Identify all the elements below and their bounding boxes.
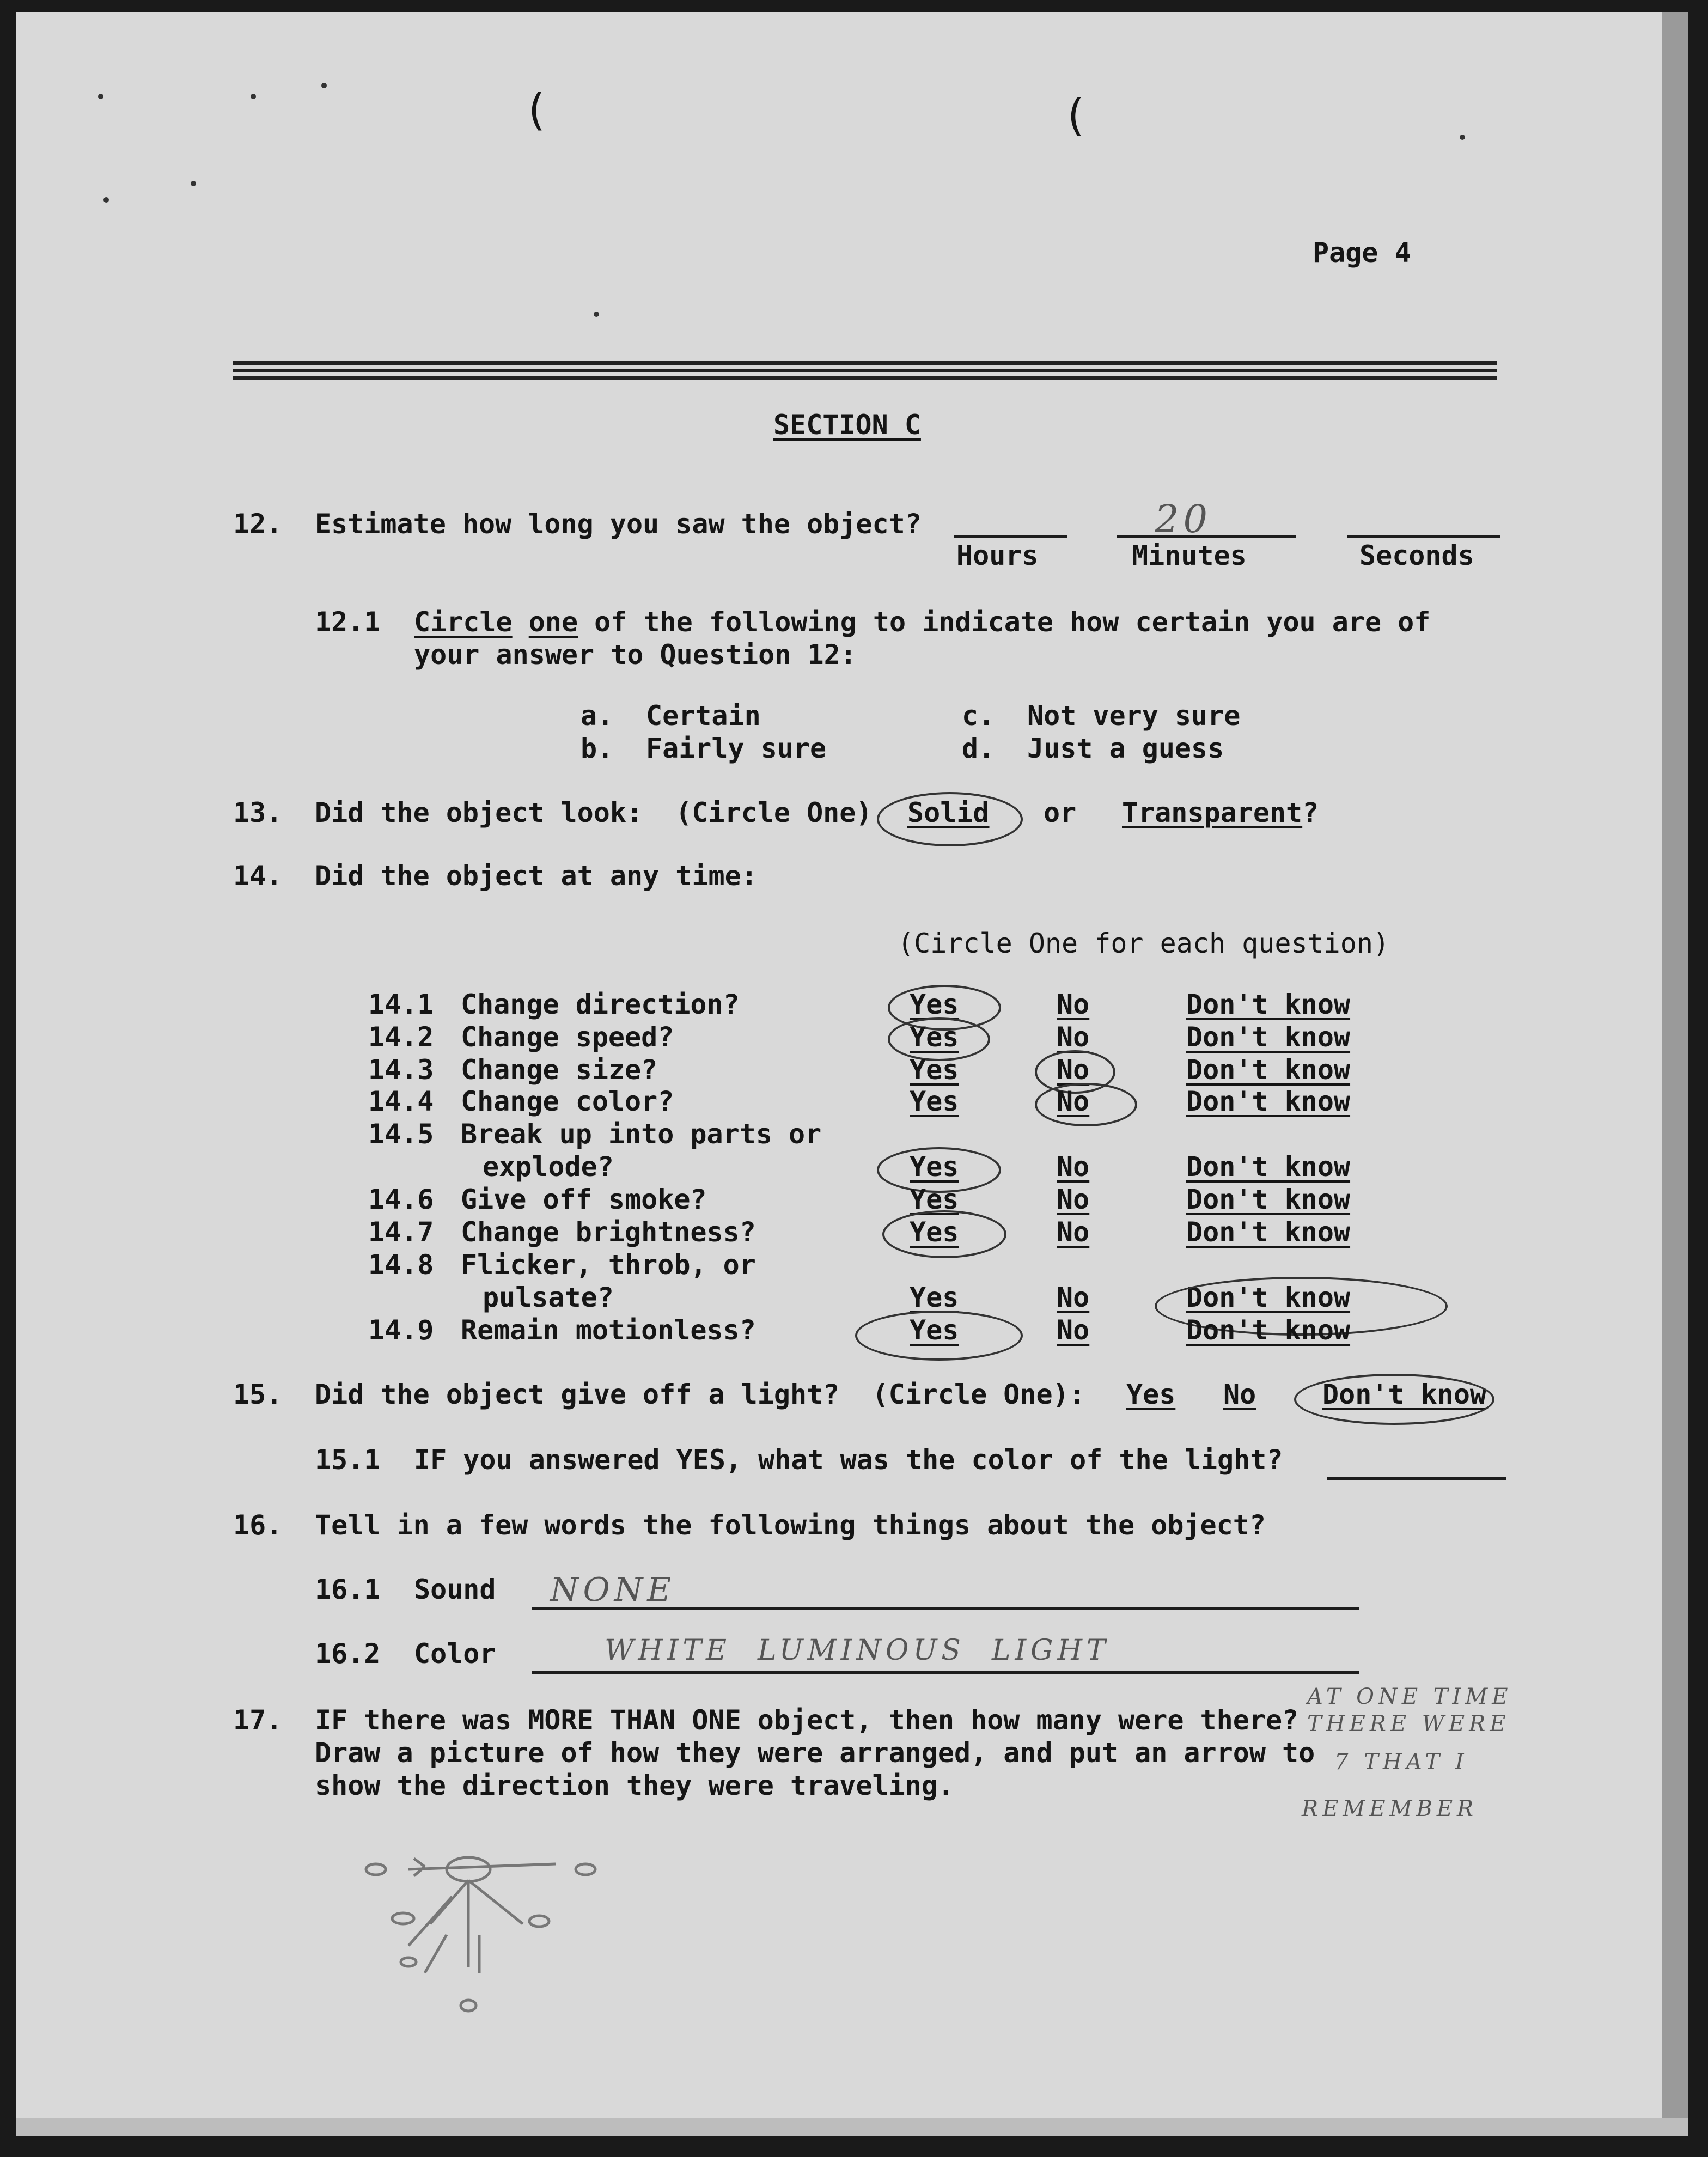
q12-1-number: 12.1	[315, 606, 381, 638]
minutes-label: Minutes	[1132, 540, 1247, 571]
q14-2-dk: Don't know	[1186, 1021, 1351, 1053]
q14-4-dk: Don't know	[1186, 1086, 1351, 1117]
q14-1-dk: Don't know	[1186, 989, 1351, 1020]
q14-7-no: No	[1057, 1216, 1090, 1248]
q16-1-label: Sound	[414, 1574, 496, 1605]
scan-speck	[251, 94, 256, 99]
q14-4-text: Change color?	[461, 1086, 674, 1117]
q14-3-dk: Don't know	[1186, 1054, 1351, 1086]
page-number: Page 4	[1313, 237, 1411, 269]
q16-number: 16.	[233, 1509, 283, 1541]
answer-circle	[877, 792, 1023, 846]
color-handwritten: WHITE LUMINOUS LIGHT	[605, 1634, 1110, 1667]
q14-9-dk: Don't know	[1186, 1314, 1351, 1346]
q14-6-number: 14.6	[368, 1184, 434, 1215]
q14-4-yes: Yes	[910, 1086, 959, 1117]
q14-7-dk: Don't know	[1186, 1216, 1351, 1248]
sketch-line	[468, 1880, 523, 1924]
q14-3-number: 14.3	[368, 1054, 434, 1086]
sketch-object-1	[366, 1864, 386, 1875]
document-page	[16, 12, 1688, 2136]
q16-2-number: 16.2	[315, 1638, 381, 1669]
q13-transparent: Transparent	[1122, 797, 1303, 828]
q13-transparent-wrap	[1122, 796, 1319, 829]
header-rule-bottom	[233, 376, 1497, 380]
section-title: SECTION C	[773, 409, 921, 441]
sketch-arrowhead	[414, 1859, 425, 1876]
sketch-object-4	[392, 1913, 414, 1924]
q14-1-text: Change direction?	[461, 989, 740, 1020]
q14-1-no: No	[1057, 989, 1090, 1020]
q14-5-text2: explode?	[483, 1151, 614, 1183]
q14-7-number: 14.7	[368, 1216, 434, 1248]
q14-3-text: Change size?	[461, 1054, 658, 1086]
option-c-text: Not very sure	[1027, 700, 1241, 732]
q14-2-text: Change speed?	[461, 1021, 674, 1053]
q12-1-line1	[414, 606, 1430, 638]
q17-handwritten-2: THERE WERE	[1307, 1711, 1510, 1736]
q14-5-no: No	[1057, 1151, 1090, 1183]
seconds-blank	[1347, 535, 1500, 538]
q12-1-text1: of the following to indicate how certain you are of	[578, 606, 1431, 638]
q15-dk: Don't know	[1322, 1379, 1487, 1410]
light-color-blank	[1327, 1477, 1506, 1480]
scan-speck	[321, 83, 327, 88]
q14-8-yes: Yes	[910, 1282, 959, 1313]
q14-9-no: No	[1057, 1314, 1090, 1346]
sketch-object-7	[461, 2000, 476, 2011]
q14-6-dk: Don't know	[1186, 1184, 1351, 1215]
option-b-text: Fairly sure	[646, 733, 827, 764]
binder-mark: (	[1062, 90, 1089, 141]
option-b-letter: b.	[581, 733, 614, 764]
q12-number: 12.	[233, 508, 283, 540]
q13-text: Did the object look: (Circle One)	[315, 797, 873, 828]
hours-blank	[954, 535, 1068, 538]
scan-speck	[191, 181, 196, 186]
q14-1-number: 14.1	[368, 989, 434, 1020]
answer-circle	[882, 1210, 1006, 1258]
scan-speck	[98, 94, 103, 99]
q15-1-number: 15.1	[315, 1444, 381, 1476]
q14-1-yes: Yes	[910, 989, 959, 1020]
q14-9-yes: Yes	[910, 1314, 959, 1346]
q14-6-text: Give off smoke?	[461, 1184, 707, 1215]
scan-edge-bottom	[16, 2118, 1688, 2136]
sketch-object-2	[447, 1857, 490, 1881]
q14-3-no: No	[1057, 1054, 1090, 1086]
q14-2-no: No	[1057, 1021, 1090, 1053]
q15-number: 15.	[233, 1379, 283, 1410]
q14-text: Did the object at any time:	[315, 860, 758, 892]
q12-1-line2: your answer to Question 12:	[414, 639, 857, 671]
answer-circle	[855, 1311, 1023, 1361]
q14-2-number: 14.2	[368, 1021, 434, 1053]
q14-4-no: No	[1057, 1086, 1090, 1117]
q14-5-text: Break up into parts or	[461, 1118, 822, 1150]
sketch-object-3	[576, 1864, 595, 1875]
q15-1-text: IF you answered YES, what was the color of the light?	[414, 1444, 1283, 1476]
q14-7-yes: Yes	[910, 1216, 959, 1248]
scan-edge-right	[1662, 12, 1688, 2136]
q16-text: Tell in a few words the following things about the object?	[315, 1509, 1266, 1541]
option-d-text: Just a guess	[1027, 733, 1224, 764]
q14-9-text: Remain motionless?	[461, 1314, 756, 1346]
answer-circle	[1294, 1374, 1494, 1425]
sketch-line	[408, 1864, 556, 1869]
q14-9-number: 14.9	[368, 1314, 434, 1346]
q14-8-number: 14.8	[368, 1249, 434, 1281]
q14-8-text: Flicker, throb, or	[461, 1249, 756, 1281]
answer-circle	[1035, 1083, 1137, 1126]
q13-solid: Solid	[907, 797, 990, 828]
q13-qmark: ?	[1302, 797, 1319, 828]
q14-5-yes: Yes	[910, 1151, 959, 1183]
q14-number: 14.	[233, 860, 283, 892]
q14-8-text2: pulsate?	[483, 1282, 614, 1313]
option-c-letter: c.	[962, 700, 995, 732]
scan-speck	[594, 312, 599, 317]
seconds-label: Seconds	[1359, 540, 1474, 571]
one-word: one	[528, 606, 578, 638]
minutes-handwritten: 20	[1155, 497, 1212, 541]
q14-3-yes: Yes	[910, 1054, 959, 1086]
q17-line1: IF there was MORE THAN ONE object, then how many were there?	[315, 1704, 1299, 1736]
header-rule-middle	[233, 369, 1497, 372]
q17-line3: show the direction they were traveling.	[315, 1770, 954, 1801]
q17-handwritten-4: REMEMBER	[1302, 1796, 1478, 1821]
sketch-object-6	[401, 1958, 416, 1966]
hours-label: Hours	[956, 540, 1039, 571]
q15-no: No	[1223, 1379, 1256, 1410]
scan-speck	[103, 197, 109, 203]
q14-5-dk: Don't know	[1186, 1151, 1351, 1183]
q14-6-no: No	[1057, 1184, 1090, 1215]
sound-handwritten: NONE	[550, 1571, 675, 1609]
objects-sketch	[343, 1848, 681, 2033]
binder-mark: (	[523, 84, 550, 135]
header-rule-top	[233, 361, 1497, 365]
q16-2-label: Color	[414, 1638, 496, 1669]
q14-8-no: No	[1057, 1282, 1090, 1313]
color-blank	[532, 1671, 1359, 1674]
q14-instruction: (Circle One for each question)	[898, 928, 1390, 959]
option-a-letter: a.	[581, 700, 614, 732]
q14-6-yes: Yes	[910, 1184, 959, 1215]
q14-7-text: Change brightness?	[461, 1216, 756, 1248]
sketch-arrow	[425, 1935, 447, 1973]
q15-yes: Yes	[1126, 1379, 1176, 1410]
option-d-letter: d.	[962, 733, 995, 764]
scan-speck	[1460, 135, 1465, 140]
q16-1-number: 16.1	[315, 1574, 381, 1605]
q17-handwritten-1: AT ONE TIME	[1307, 1684, 1512, 1709]
q12-text: Estimate how long you saw the object?	[315, 508, 922, 540]
q14-4-number: 14.4	[368, 1086, 434, 1117]
q13-number: 13.	[233, 797, 283, 828]
q17-number: 17.	[233, 1704, 283, 1736]
circle-word: Circle	[414, 606, 513, 638]
q17-handwritten-3: 7 THAT I	[1334, 1750, 1468, 1775]
q13-or: or	[1044, 797, 1077, 828]
q17-line2: Draw a picture of how they were arranged, and put an arrow to	[315, 1737, 1315, 1769]
q14-8-dk: Don't know	[1186, 1282, 1351, 1313]
sketch-object-5	[529, 1916, 549, 1927]
q14-2-yes: Yes	[910, 1021, 959, 1053]
option-a-text: Certain	[646, 700, 761, 732]
sketch-line	[430, 1880, 468, 1924]
q15-text: Did the object give off a light? (Circle One):	[315, 1379, 1085, 1410]
q14-5-number: 14.5	[368, 1118, 434, 1150]
